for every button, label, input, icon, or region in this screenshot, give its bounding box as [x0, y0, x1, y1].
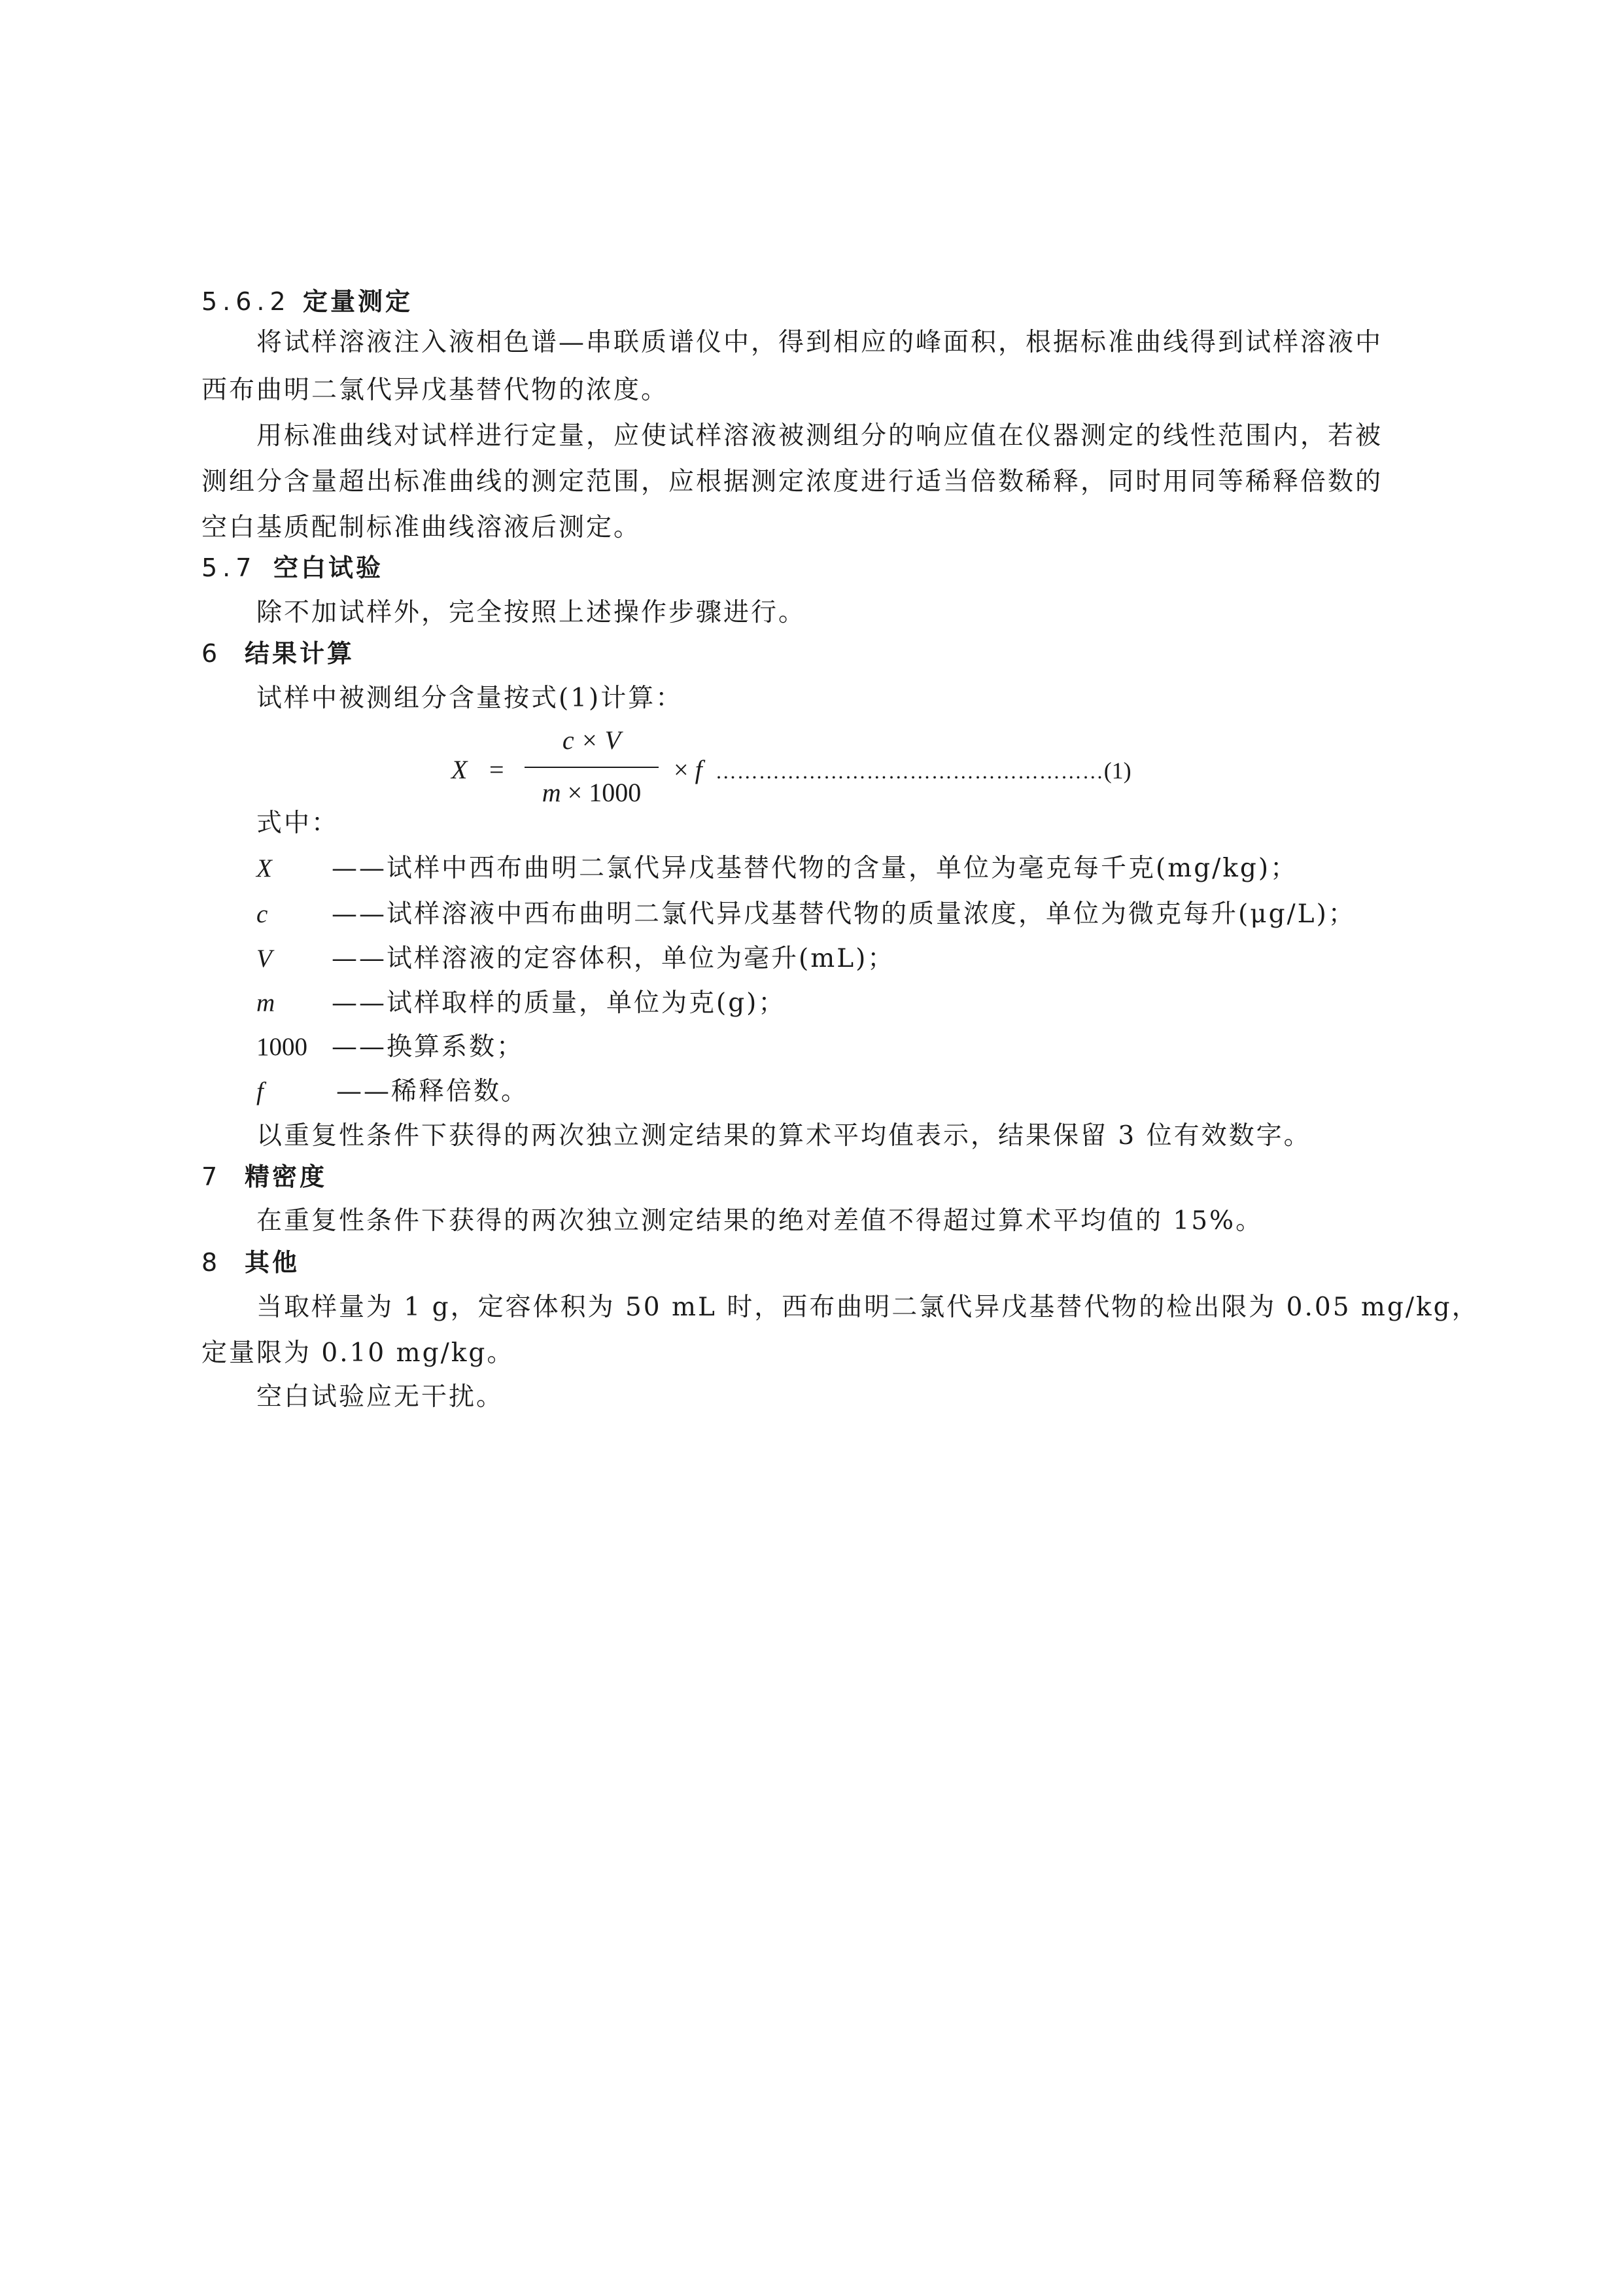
variable-description: ——试样溶液的定容体积，单位为毫升(mL)； [332, 944, 895, 973]
formula-leader-dots: ……………………………………………… [715, 759, 1104, 783]
formula-1 [451, 725, 1302, 816]
section-number: 5.6.2 [201, 287, 291, 316]
variable-symbol: 1000 [256, 1033, 307, 1061]
section-number: 7 [201, 1162, 220, 1191]
paragraph-line: 在重复性条件下获得的两次独立测定结果的绝对差值不得超过算术平均值的 15%。 [256, 1206, 1264, 1236]
paragraph-line: 试样中被测组分含量按式(1)计算： [256, 684, 683, 713]
formula-tail: × f ………………………………………………(1) [674, 755, 1132, 784]
variable-description: ——试样中西布曲明二氯代异戊基替代物的含量，单位为毫克每千克(mg/kg)； [332, 854, 1298, 883]
where-label: 式中： [256, 809, 339, 838]
section-heading-7 [201, 1160, 327, 1193]
formula-numerator: c × V [562, 725, 621, 755]
section-title: 定量测定 [303, 287, 413, 316]
variable-row [256, 898, 1356, 931]
section-title: 其他 [245, 1248, 300, 1277]
paragraph-line: 当取样量为 1 g，定容体积为 50 mL 时，西布曲明二氯代异戊基替代物的检出限为 0.05 mg/kg， [256, 1293, 1479, 1322]
variable-row [256, 1031, 524, 1064]
paragraph-line: 测组分含量超出标准曲线的测定范围，应根据测定浓度进行适当倍数稀释，同时用同等稀释倍数的 [201, 467, 1383, 496]
paragraph-line: 除不加试样外，完全按照上述操作步骤进行。 [256, 598, 806, 627]
section-heading-6 [201, 637, 354, 670]
section-heading-5-7 [201, 551, 383, 584]
variable-row [256, 943, 895, 975]
variable-symbol: X [256, 854, 272, 882]
section-title: 空白试验 [273, 553, 384, 582]
section-heading-8 [201, 1246, 300, 1279]
formula-lhs: X [451, 755, 468, 784]
variable-row [256, 852, 1298, 885]
section-title: 结果计算 [245, 639, 355, 668]
variable-description: ——试样取样的质量，单位为克(g)； [332, 988, 786, 1018]
fraction-bar [525, 767, 659, 768]
formula-fraction [525, 725, 659, 816]
variable-symbol: V [256, 945, 272, 973]
paragraph-line: 空白基质配制标准曲线溶液后测定。 [201, 513, 642, 542]
formula-denominator: m × 1000 [542, 778, 642, 807]
paragraph-line: 用标准曲线对试样进行定量，应使试样溶液被测组分的响应值在仪器测定的线性范围内，若被 [256, 421, 1383, 451]
paragraph-line: 空白试验应无干扰。 [256, 1382, 504, 1412]
variable-description: ——稀释倍数。 [336, 1077, 529, 1106]
section-number: 8 [201, 1248, 220, 1277]
section-heading-5-6-2 [201, 285, 413, 318]
paragraph-line: 定量限为 0.10 mg/kg。 [201, 1338, 515, 1368]
variable-row [256, 987, 786, 1020]
variable-description: ——试样溶液中西布曲明二氯代异戊基替代物的质量浓度，单位为微克每升(μg/L)； [332, 899, 1356, 929]
variable-row [256, 1075, 528, 1108]
paragraph-line: 将试样溶液注入液相色谱—串联质谱仪中，得到相应的峰面积，根据标准曲线得到试样溶液中 [256, 328, 1383, 357]
formula-equals: = [489, 755, 504, 784]
formula-number: (1) [1103, 757, 1132, 784]
section-number: 6 [201, 639, 220, 668]
variable-symbol: f [256, 1077, 264, 1105]
variable-symbol: m [256, 989, 275, 1017]
variable-symbol: c [256, 900, 268, 928]
paragraph-line: 以重复性条件下获得的两次独立测定结果的算术平均值表示，结果保留 3 位有效数字。 [256, 1121, 1311, 1151]
paragraph-line: 西布曲明二氯代异戊基替代物的浓度。 [201, 375, 669, 405]
section-title: 精密度 [245, 1162, 328, 1191]
variable-description: ——换算系数； [332, 1032, 525, 1062]
section-number: 5.7 [201, 553, 257, 582]
